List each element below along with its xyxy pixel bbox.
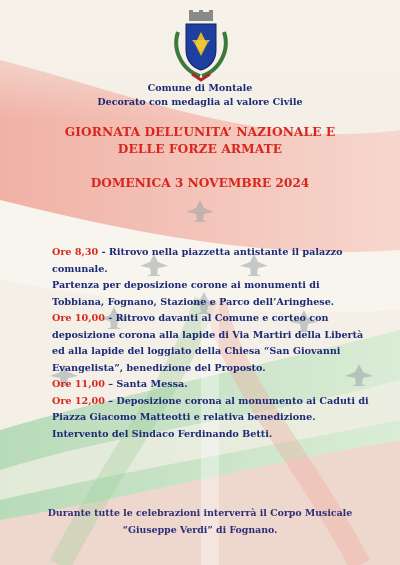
program-text: - Ritrovo davanti al Comune e corteo con deposizione corona alla lapide di Via Martiri della Libertà ed alla lapide del loggiato della Chiesa “San Giovanni Evangelista”, benedizione del Proposto.: [52, 313, 364, 374]
event-title-line-2: DELLE FORZE ARMATE: [117, 142, 283, 156]
municipal-crest-icon: [170, 10, 232, 82]
program-text: Partenza per deposizione corone ai monumenti di Tobbiana, Fognano, Stazione e Parco dell’Aringhese.: [52, 280, 335, 308]
program-entry: [52, 278, 372, 311]
program-text: – Santa Messa.: [104, 379, 188, 391]
municipality-honor: Decorato con medaglia al valore Civile: [97, 97, 303, 108]
footer-note: [20, 505, 380, 539]
event-title-line-1: GIORNATA DELL’UNITA’ NAZIONALE E: [64, 125, 336, 139]
program-entry: [52, 377, 372, 394]
program-time: Ore 11,00: [52, 379, 105, 391]
program-text: - Ritrovo nella piazzetta antistante il palazzo comunale.: [52, 247, 343, 275]
program-entry: [52, 394, 372, 427]
program-time: Ore 12,00: [52, 395, 105, 407]
program-time: Ore 10,00: [52, 313, 105, 325]
program-text: – Deposizione corona al monumento ai Caduti di Piazza Giacomo Matteotti e relativa benedizione.: [52, 395, 369, 424]
program-entry: [52, 311, 372, 377]
program-entry: [52, 427, 372, 444]
program-time: Ore 8,30: [52, 247, 99, 258]
event-program: [52, 245, 372, 444]
program-entry: [52, 245, 372, 278]
municipality-name: Comune di Montale: [147, 83, 253, 94]
program-text: Intervento del Sindaco Ferdinando Betti.: [52, 429, 273, 441]
footer-line-2: “Giuseppe Verdi” di Fognano.: [122, 525, 278, 536]
footer-line-1: Durante tutte le celebrazioni interverrà il Corpo Musicale: [47, 508, 353, 519]
event-date: DOMENICA 3 NOVEMBRE 2024: [90, 176, 310, 190]
